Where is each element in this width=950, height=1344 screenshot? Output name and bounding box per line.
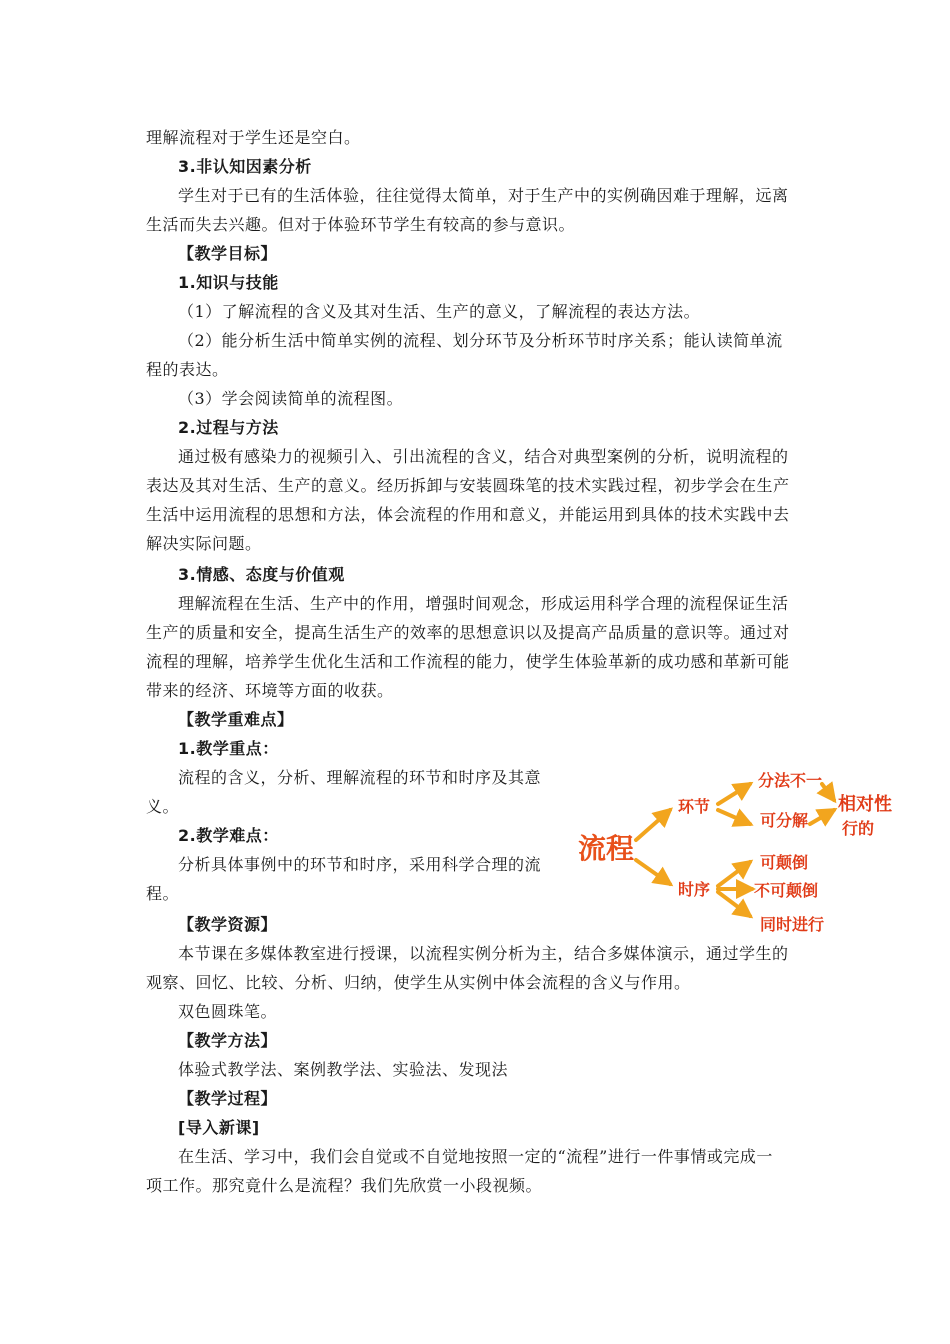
text-line: 生产的质量和安全，提高生活生产的效率的思想意识以及提高产品质量的意识等。通过对 xyxy=(146,623,790,642)
text-line: 本节课在多媒体教室进行授课，以流程实例分析为主，结合多媒体演示，通过学生的 xyxy=(178,944,789,963)
diagram-arrow xyxy=(822,784,834,800)
subheading: 2.过程与方法 xyxy=(178,418,279,437)
subheading: [导入新课] xyxy=(178,1118,260,1137)
text-line: 流程的含义，分析、理解流程的环节和时序及其意 xyxy=(178,768,542,787)
diagram-arrow xyxy=(718,862,750,886)
text-line: 程。 xyxy=(146,884,180,903)
diagram-arrow xyxy=(718,810,750,824)
diagram-result: 行的 xyxy=(842,819,875,838)
subheading: 3.非认知因素分析 xyxy=(178,157,312,176)
text-line: （2）能分析生活中简单实例的流程、划分环节及分析环节时序关系；能认读简单流 xyxy=(178,331,783,350)
diagram-item: 可颠倒 xyxy=(760,853,809,872)
text-line: 理解流程在生活、生产中的作用，增强时间观念，形成运用科学合理的流程保证生活 xyxy=(178,594,789,613)
text-line: 程的表达。 xyxy=(146,360,229,379)
subheading: 1.知识与技能 xyxy=(178,273,279,292)
diagram-arrow xyxy=(718,892,750,916)
process-diagram xyxy=(572,758,892,958)
text-line: 通过极有感染力的视频引入、引出流程的含义，结合对典型案例的分析，说明流程的 xyxy=(178,447,789,466)
diagram-item: 可分解 xyxy=(760,811,809,830)
text-line: 分析具体事例中的环节和时序，采用科学合理的流 xyxy=(178,855,542,874)
text-line: 义。 xyxy=(146,797,180,816)
text-line: 双色圆珠笔。 xyxy=(178,1002,278,1021)
subheading: 2.教学难点： xyxy=(178,826,279,845)
diagram-item: 同时进行 xyxy=(760,915,825,934)
section-heading: 【教学重难点】 xyxy=(178,710,294,729)
text-line: （3）学会阅读简单的流程图。 xyxy=(178,389,404,408)
text-line: 生活而失去兴趣。但对于体验环节学生有较高的参与意识。 xyxy=(146,215,576,234)
subheading: 1.教学重点： xyxy=(178,739,279,758)
diagram-arrow xyxy=(810,810,834,824)
diagram-item: 不可颠倒 xyxy=(754,881,819,900)
text-line: 解决实际问题。 xyxy=(146,534,262,553)
diagram-branch: 环节 xyxy=(678,797,711,816)
text-line: （1）了解流程的含义及其对生活、生产的意义，了解流程的表达方法。 xyxy=(178,302,701,321)
text-line: 生活中运用流程的思想和方法，体会流程的作用和意义，并能运用到具体的技术实践中去 xyxy=(146,505,790,524)
diagram-result: 相对性 xyxy=(838,794,892,815)
text-line: 学生对于已有的生活体验，往往觉得太简单，对于生产中的实例确因难于理解，远离 xyxy=(178,186,789,205)
subheading: 3.情感、态度与价值观 xyxy=(178,565,345,584)
section-heading: 【教学资源】 xyxy=(178,915,278,934)
text-line: 观察、回忆、比较、分析、归纳，使学生从实例中体会流程的含义与作用。 xyxy=(146,973,691,992)
diagram-arrow xyxy=(636,860,670,884)
section-heading: 【教学目标】 xyxy=(178,244,278,263)
text-line: 体验式教学法、案例教学法、实验法、发现法 xyxy=(178,1060,509,1079)
diagram-branch: 时序 xyxy=(678,880,711,899)
section-heading: 【教学方法】 xyxy=(178,1031,278,1050)
diagram-arrow xyxy=(718,784,750,804)
diagram-root: 流程 xyxy=(578,832,635,865)
text-line: 流程的理解，培养学生优化生活和工作流程的能力，使学生体验革新的成功感和革新可能 xyxy=(146,652,790,671)
text-line: 项工作。那究竟什么是流程？我们先欣赏一小段视频。 xyxy=(146,1176,543,1195)
text-line: 理解流程对于学生还是空白。 xyxy=(146,128,361,147)
diagram-arrow xyxy=(636,810,670,840)
text-line: 带来的经济、环境等方面的收获。 xyxy=(146,681,394,700)
text-line: 在生活、学习中，我们会自觉或不自觉地按照一定的“流程”进行一件事情或完成一 xyxy=(178,1147,773,1166)
section-heading: 【教学过程】 xyxy=(178,1089,278,1108)
text-line: 表达及其对生活、生产的意义。经历拆卸与安装圆珠笔的技术实践过程，初步学会在生产 xyxy=(146,476,790,495)
diagram-item: 分法不一 xyxy=(758,771,823,790)
